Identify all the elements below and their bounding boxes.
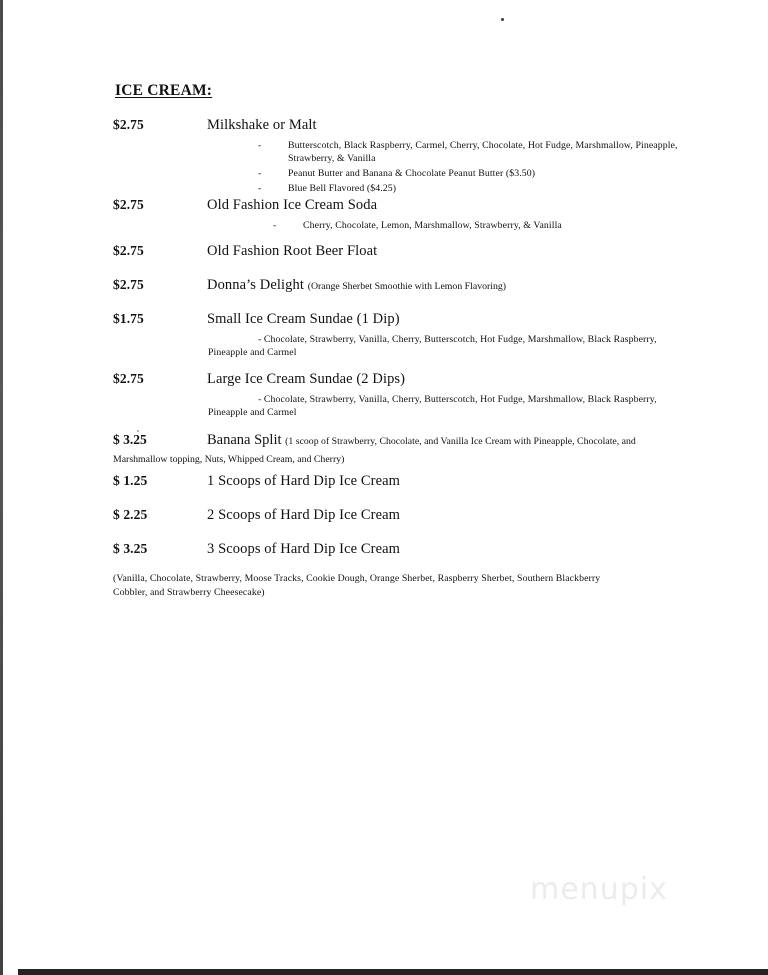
item-price: $ 2.25: [113, 507, 148, 522]
item-price: $ 3.25: [113, 432, 147, 447]
hard-dip-flavors-note: (Vanilla, Chocolate, Strawberry, Moose Tracks, Cookie Dough, Orange Sherbet, Raspberry Sherbet, Southern Blackberry Cobbler, and Strawberry Cheesecake): [113, 573, 601, 598]
item-flavors: - Chocolate, Strawberry, Vanilla, Cherry, Butterscotch, Hot Fudge, Marshmallow, Black Raspberry, Pineapple and Carmel: [208, 334, 657, 359]
dash-bullet-icon: -: [258, 183, 262, 195]
item-price: $1.75: [113, 311, 144, 326]
dash-bullet-icon: -: [258, 168, 262, 180]
item-description: (1 scoop of Strawberry, Chocolate, and Vanilla Ice Cream with Pineapple, Chocolate, and Marshmallow topping, Nuts, Whipped Cream, and Cherry): [113, 436, 636, 466]
item-sublist: [258, 139, 678, 198]
item-name: 3 Scoops of Hard Dip Ice Cream: [207, 541, 401, 557]
sublist-text: Cherry, Chocolate, Lemon, Marshmallow, Strawberry, & Vanilla: [303, 220, 562, 231]
sublist-entry: [258, 139, 678, 165]
item-price: $ 3.25: [113, 541, 148, 556]
item-price: $2.75: [113, 277, 144, 292]
item-name: Old Fashion Root Beer Float: [207, 243, 378, 259]
dash-bullet-icon: -: [258, 140, 262, 151]
sublist-entry: [258, 182, 678, 195]
item-price: $2.75: [113, 197, 144, 212]
item-name: Large Ice Cream Sundae (2 Dips): [207, 371, 406, 387]
item-price: $2.75: [113, 117, 144, 132]
item-sublist: [273, 219, 693, 234]
item-price: $2.75: [113, 371, 144, 386]
dash-bullet-icon: -: [273, 220, 277, 231]
item-name: Old Fashion Ice Cream Soda: [207, 197, 378, 213]
item-name: [207, 277, 727, 295]
item-name-text: Donna’s Delight: [207, 277, 304, 293]
item-name: 2 Scoops of Hard Dip Ice Cream: [207, 507, 401, 523]
menupix-watermark: menupix: [530, 872, 668, 907]
sublist-entry: [273, 219, 693, 232]
page-title: ICE CREAM:: [115, 82, 213, 99]
item-name: 1 Scoops of Hard Dip Ice Cream: [207, 473, 401, 489]
item-name: Milkshake or Malt: [207, 117, 317, 133]
sublist-text: Blue Bell Flavored ($4.25): [288, 183, 397, 195]
sublist-text: Butterscotch, Black Raspberry, Carmel, Cherry, Chocolate, Hot Fudge, Marshmallow, Pineapple, Strawberry, & Vanilla: [288, 140, 678, 165]
sublist-text: Peanut Butter and Banana & Chocolate Peanut Butter ($3.50): [288, 168, 536, 180]
item-price: $2.75: [113, 243, 144, 258]
item-flavors: - Chocolate, Strawberry, Vanilla, Cherry, Butterscotch, Hot Fudge, Marshmallow, Black Raspberry, Pineapple and Carmel: [208, 394, 657, 419]
sublist-entry: [258, 167, 678, 180]
item-block: [113, 431, 658, 467]
item-price: $ 1.25: [113, 473, 148, 488]
item-name: Banana Split: [207, 432, 282, 448]
item-description: (Orange Sherbet Smoothie with Lemon Flavoring): [307, 281, 507, 292]
item-name: Small Ice Cream Sundae (1 Dip): [207, 311, 400, 327]
